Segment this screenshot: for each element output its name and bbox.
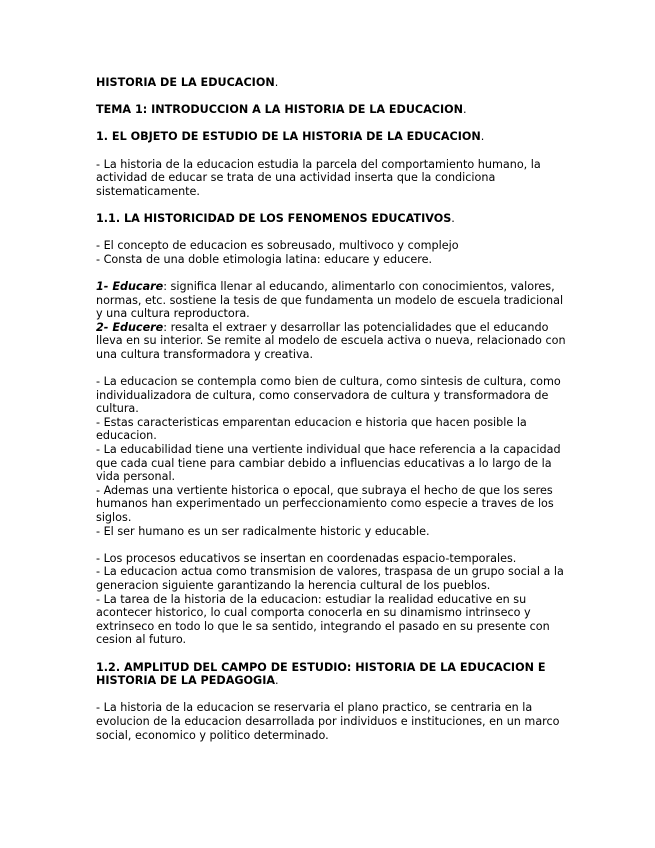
paragraph-human-being: - El ser humano es un ser radicalmente historic y educable. [96,524,430,538]
bullet-concept: - El concepto de educacion es sobreusado, multivoco y complejo [96,239,459,253]
paragraph-transmission: - La educacion actua como transmision de valores, traspasa de un grupo social a la generacion siguiente garantizando la herencia cultural de los pueblos. [96,565,564,592]
document-title: HISTORIA DE LA EDUCACION. [96,76,279,89]
section-1-heading: 1. EL OBJETO DE ESTUDIO DE LA HISTORIA DE LA EDUCACION. [96,130,485,144]
paragraph-task: - La tarea de la historia de la educacion: estudiar la realidad educative en su acontecer historico, lo cual comporta conocerla en su dinamismo intrinseco y extrinseco en todo lo que le sa sentido, integrando el pasado en su presente con cesion al futuro. [96,592,550,647]
paragraph-educability: - La educabilidad tiene una vertiente individual que hace referencia a la capacidad que cada cual tiene para cambiar debido a influencias educativas a lo largo de la vida personal. [96,443,561,484]
educare-label: 1- Educare [96,279,164,293]
bullet-etymology: - Consta de una doble etimologia latina: educare y educere. [96,252,433,266]
paragraph-characteristics: - Estas caracteristicas emparentan educacion e historia que hacen posible la educacion. [96,415,527,443]
section-1-paragraph: - La historia de la educacion estudia la parcela del comportamiento humano, la actividad de educar se trata de una actividad inserta que la condiciona sistematicamente. [96,157,541,198]
educere-label: 2- Educere [96,320,164,334]
section-1-2-paragraph: - La historia de la educacion se reservaria el plano practico, se centraria en la evolucion de la educacion desarrollada por individuos e instituciones, en un marco social, economico y politico determinado. [96,701,560,742]
section-1-1-heading: 1.1. LA HISTORICIDAD DE LOS FENOMENOS EDUCATIVOS. [96,211,455,225]
paragraph-historic-aspect: - Ademas una vertiente historica o epocal, que subraya el hecho de que los seres humanos han experimentado un perfeccionamiento como especie a traves de los siglos. [96,483,554,524]
definition-educere: 2- Educere: resalta el extraer y desarrollar las potencialidades que el educando lleva en su interior. Se remite al modelo de escuela activa o nueva, relacionado con una cultura transformadora y creativa. [96,320,566,361]
paragraph-culture: - La educacion se contempla como bien de cultura, como sintesis de cultura, como individualizadora de cultura, como conservadora de cultura y transformadora de cultura. [96,375,561,416]
section-1-2-heading: 1.2. AMPLITUD DEL CAMPO DE ESTUDIO: HISTORIA DE LA EDUCACION E HISTORIA DE LA PEDAGOGIA. [96,660,546,688]
tema-heading: TEMA 1: INTRODUCCION A LA HISTORIA DE LA EDUCACION. [96,103,467,117]
document-page [96,76,566,742]
definition-educare: 1- Educare: significa llenar al educando, alimentarlo con conocimientos, valores, normas, etc. sostiene la tesis de que fundamenta un modelo de escuela tradicional y una cultura reproductora. [96,279,564,321]
paragraph-processes: - Los procesos educativos se insertan en coordenadas espacio-temporales. [96,551,517,565]
